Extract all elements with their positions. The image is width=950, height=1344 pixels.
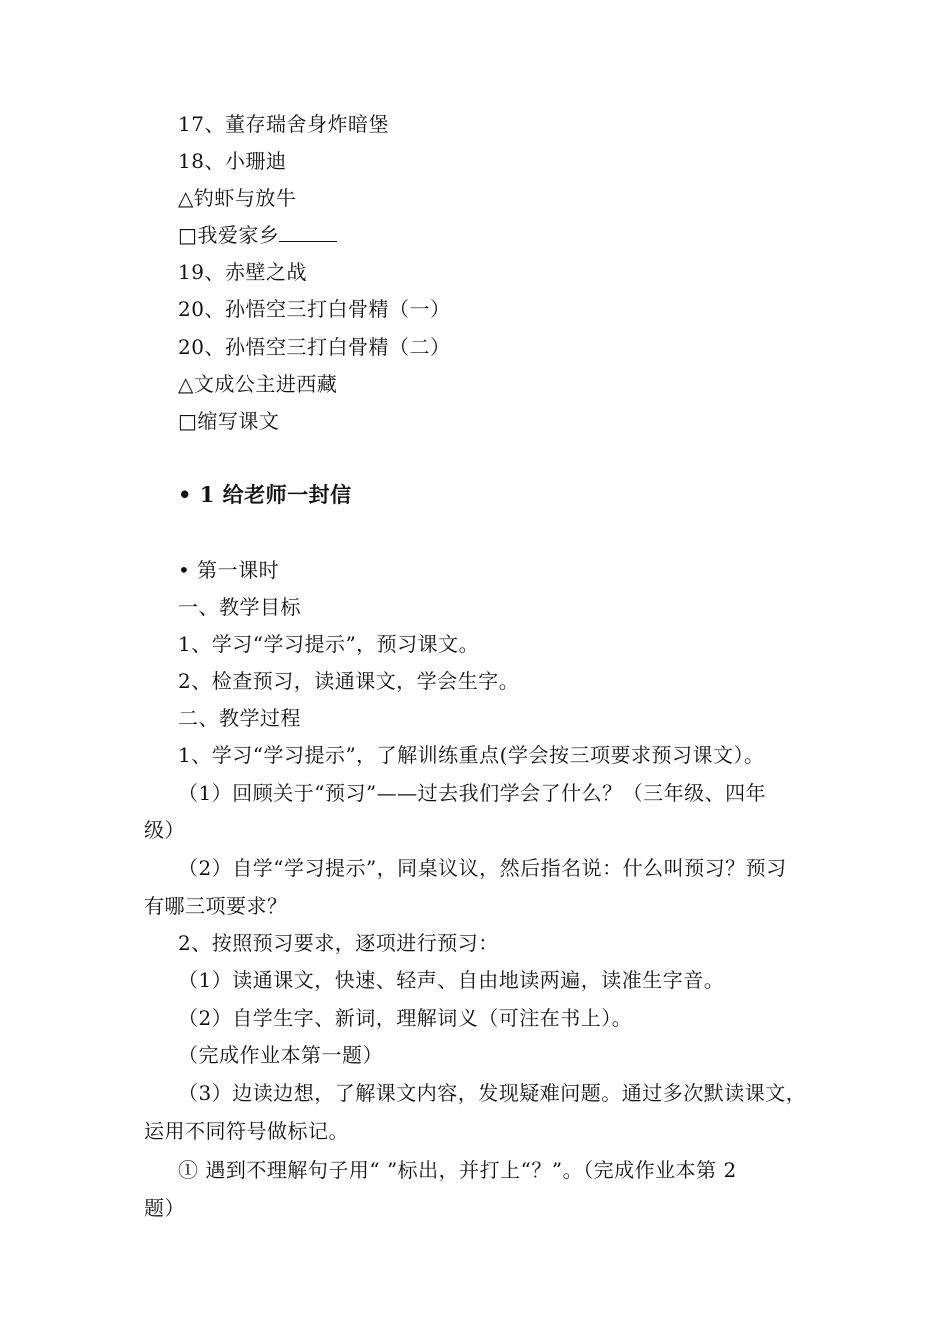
toc-item-hometown-text: □我爱家乡 xyxy=(178,223,280,247)
toc-item-18: 18、小珊迪 xyxy=(178,149,287,173)
goal-item-2: 2、检查预习，读通课文，学会生字。 xyxy=(178,669,520,693)
toc-item-20a: 20、孙悟空三打白骨精（一） xyxy=(178,297,451,321)
process-step-1-sub-2: （2）自学“学习提示”，同桌议议，然后指名说：什么叫预习？预习 xyxy=(178,856,787,880)
toc-item-20b: 20、孙悟空三打白骨精（二） xyxy=(178,335,451,359)
process-heading: 二、教学过程 xyxy=(178,706,301,730)
toc-item-fishing: △钓虾与放牛 xyxy=(178,186,297,210)
toc-item-hometown xyxy=(178,221,337,249)
toc-item-19: 19、赤壁之战 xyxy=(178,260,307,284)
lesson-title: • 1 给老师一封信 xyxy=(178,482,352,507)
process-step-2-note: （完成作业本第一题） xyxy=(178,1043,383,1067)
fill-in-blank xyxy=(279,221,337,242)
toc-item-17: 17、董存瑞舍身炸暗堡 xyxy=(178,112,389,136)
toc-item-princess: △文成公主进西藏 xyxy=(178,372,338,396)
process-step-2-sub-1: （1）读通课文，快速、轻声、自由地读两遍，读准生字音。 xyxy=(178,968,725,992)
process-step-1-sub-1-cont: 级） xyxy=(144,818,185,842)
process-step-2: 2、按照预习要求，逐项进行预习： xyxy=(178,931,499,955)
process-step-2-sub-3: （3）边读边想，了解课文内容，发现疑难问题。通过多次默读课文， xyxy=(178,1081,807,1105)
process-step-1-sub-1: （1）回顾关于“预习”——过去我们学会了什么？（三年级、四年 xyxy=(178,781,767,805)
goal-item-1: 1、学习“学习提示”，预习课文。 xyxy=(178,632,480,656)
toc-item-abridge: □缩写课文 xyxy=(178,409,280,433)
process-step-2-sub-3-item-1: ① 遇到不理解句子用“ ”标出，并打上“？”。（完成作业本第 2 xyxy=(178,1158,737,1182)
goals-heading: 一、教学目标 xyxy=(178,595,301,619)
process-step-2-sub-3-cont: 运用不同符号做标记。 xyxy=(144,1119,349,1143)
process-step-1: 1、学习“学习提示”，了解训练重点(学会按三项要求预习课文）。 xyxy=(178,743,765,767)
process-step-2-sub-3-item-1-cont: 题） xyxy=(144,1196,185,1220)
process-step-1-sub-2-cont: 有哪三项要求？ xyxy=(144,894,288,918)
period-heading: • 第一课时 xyxy=(178,558,280,582)
process-step-2-sub-2: （2）自学生字、新词，理解词义（可注在书上）。 xyxy=(178,1006,633,1030)
